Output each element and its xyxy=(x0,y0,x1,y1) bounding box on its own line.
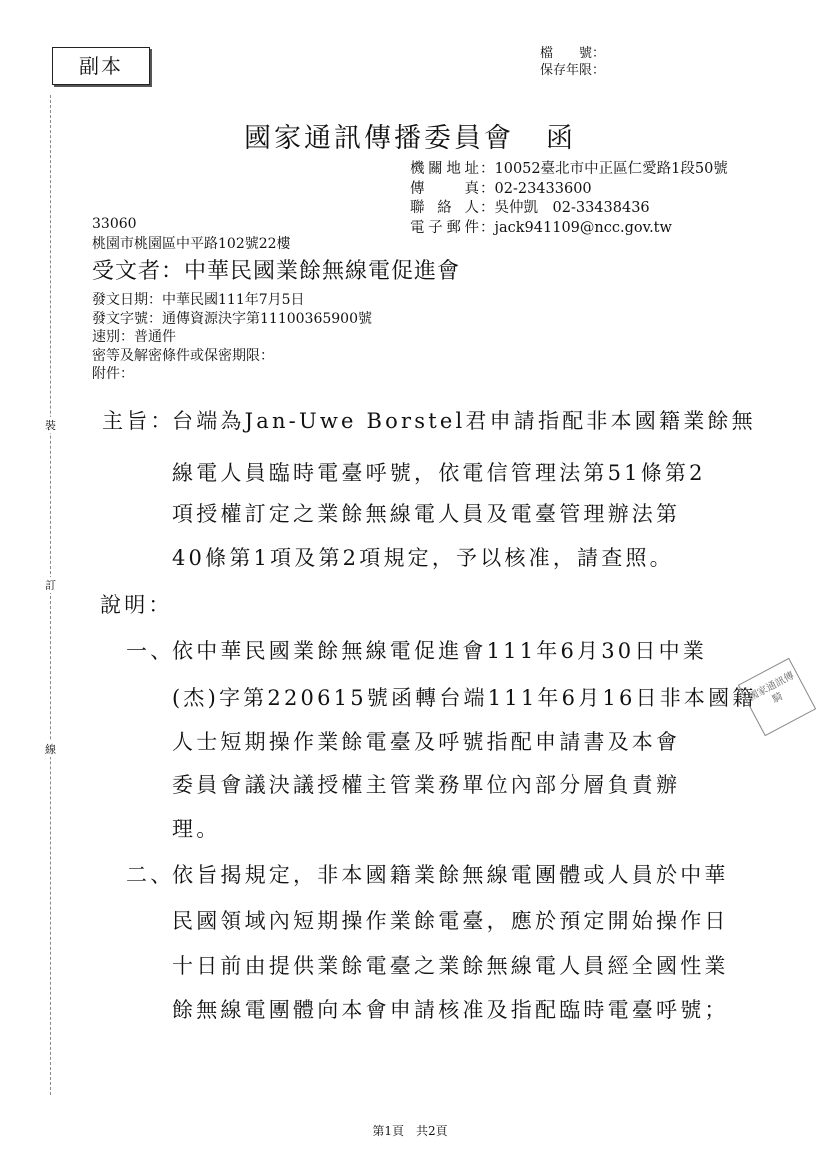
binding-line xyxy=(50,95,51,1095)
agency-stamp: 國家通訊傳騎 xyxy=(738,658,816,736)
subject-line: 台端為Jan-Uwe Borstel君申請指配非本國籍業餘無 xyxy=(172,409,756,433)
subject-line: 線電人員臨時電臺呼號，依電信管理法第51條第2 xyxy=(172,461,706,485)
agency-email-row: 電子郵件：jack941109@ncc.gov.tw xyxy=(410,219,672,236)
urgency: 速別：普通件 xyxy=(92,329,176,345)
item-line: 理。 xyxy=(172,817,221,841)
item-line: 民國領域內短期操作業餘電臺，應於預定開始操作日 xyxy=(172,909,729,933)
item-line: 餘無線電團體向本會申請核准及指配臨時電臺呼號； xyxy=(172,998,729,1022)
issue-date: 發文日期：中華民國111年7月5日 xyxy=(92,292,305,308)
document-title xyxy=(0,116,820,155)
copy-label: 副本 xyxy=(52,47,150,85)
item-line: 人士短期操作業餘電臺及呼號指配申請書及本會 xyxy=(172,730,681,754)
explanation-label: 說明： xyxy=(100,593,173,617)
binding-mark-zhuang: 裝 xyxy=(45,419,56,432)
item-line: 委員會議決議授權主管業務單位內部分層負責辦 xyxy=(172,773,681,797)
agency-contact-row: 聯絡人：吳仲凱 02-33438436 xyxy=(410,200,650,216)
item-marker: 二、 xyxy=(126,863,175,887)
item-marker: 一、 xyxy=(126,639,175,663)
attachments: 附件： xyxy=(92,366,134,382)
recipient-postcode: 33060 xyxy=(92,216,137,232)
binding-mark-xian: 線 xyxy=(45,743,56,756)
title-agency: 國家通訊傳播委員會 xyxy=(244,123,514,154)
recipient: 受文者：中華民國業餘無線電促進會 xyxy=(92,259,461,284)
classification: 密等及解密條件或保密期限： xyxy=(92,347,274,364)
item-line: (杰)字第220615號函轉台端111年6月16日非本國籍 xyxy=(172,686,757,710)
title-doc-type: 函 xyxy=(546,123,576,154)
document-meta xyxy=(92,291,372,384)
page-footer: 第1頁 共2頁 xyxy=(372,1124,448,1138)
subject-line: 40條第1項及第2項規定，予以核准，請查照。 xyxy=(172,546,674,570)
agency-fax-row: 傳真：02-23433600 xyxy=(410,180,592,197)
subject-label: 主旨： xyxy=(102,409,175,433)
item-line: 十日前由提供業餘電臺之業餘無線電人員經全國性業 xyxy=(172,954,729,978)
item-line: 依旨揭規定，非本國籍業餘無線電團體或人員於中華 xyxy=(172,863,729,887)
recipient-address: 桃園市桃園區中平路102號22樓 xyxy=(92,236,291,252)
retention-label: 保存年限： xyxy=(540,63,606,78)
document-number: 發文字號：通傳資源決字第11100365900號 xyxy=(92,310,372,327)
agency-address-row: 機關地址：10052臺北市中正區仁愛路1段50號 xyxy=(410,161,728,177)
binding-mark-ding: 訂 xyxy=(45,579,56,592)
item-line: 依中華民國業餘無線電促進會111年6月30日中業 xyxy=(172,639,707,663)
file-number-label: 檔 號： xyxy=(540,46,606,61)
agency-info xyxy=(410,160,728,238)
subject-line: 項授權訂定之業餘無線電人員及電臺管理辦法第 xyxy=(172,502,681,526)
